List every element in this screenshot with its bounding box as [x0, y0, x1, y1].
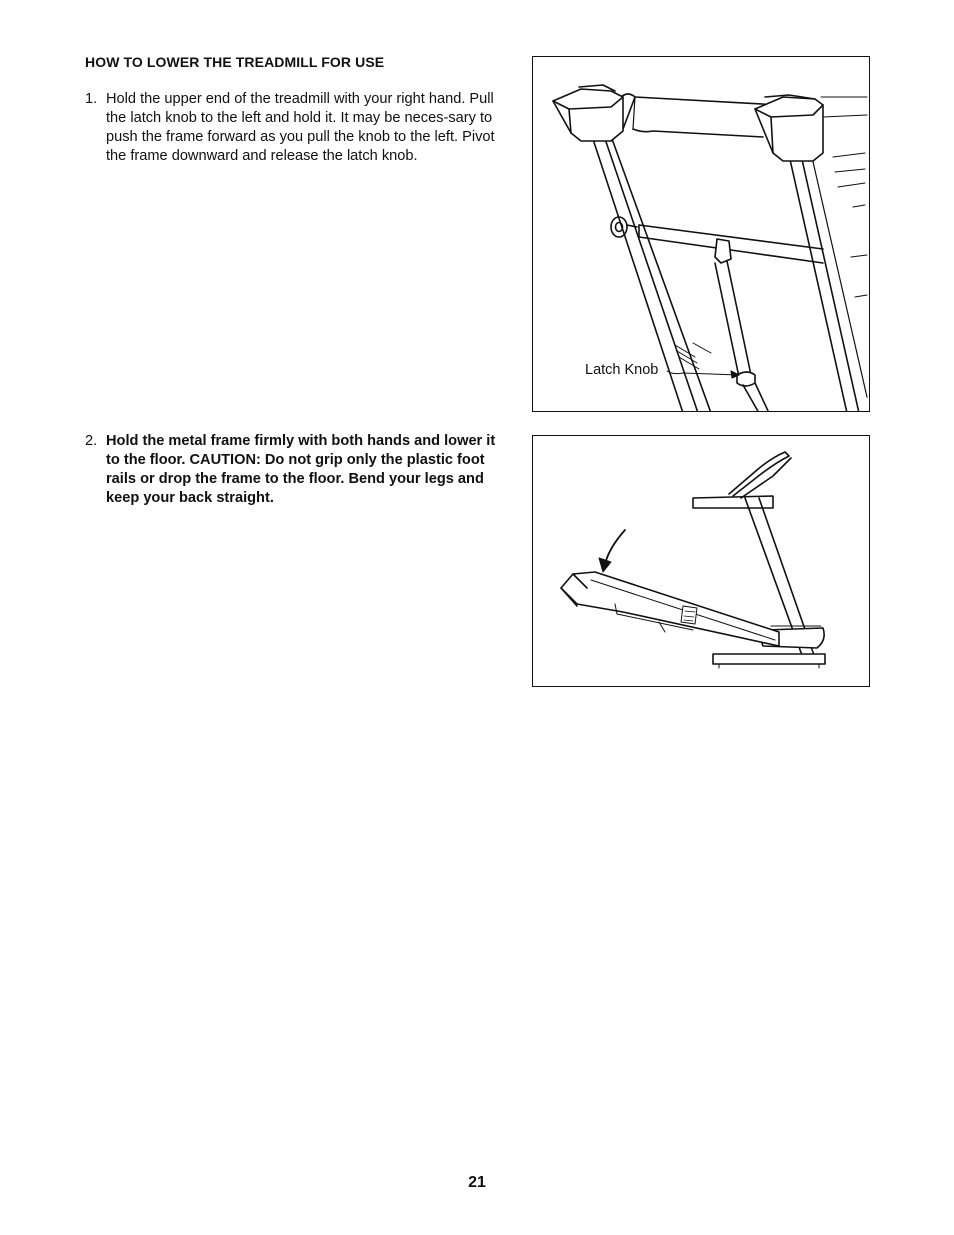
step-text: Hold the upper end of the treadmill with your right hand. Pull the latch knob to the left and hold it. It may be neces-sary to push the frame forward as you pull the knob to the left. Pivot the frame downward and release the latch knob.: [106, 91, 495, 164]
step-number: 1.: [85, 91, 98, 107]
latch-knob-callout: Latch Knob: [585, 362, 659, 378]
treadmill-upright-illustration: [533, 57, 870, 412]
step-2: [85, 432, 510, 508]
treadmill-lowering-illustration: [533, 436, 870, 687]
figure-lowering-frame: [532, 435, 870, 687]
page-number: 21: [468, 1174, 486, 1191]
step-1: [85, 90, 510, 166]
section-heading: HOW TO LOWER THE TREADMILL FOR USE: [85, 54, 385, 70]
step-text: Hold the metal frame firmly with both hands and lower it to the floor. CAUTION: Do not grip only the plastic foot rails or drop the frame to the floor. Bend your legs and keep your back straight.: [106, 433, 496, 506]
figure-latch-knob: [532, 56, 870, 412]
step-number: 2.: [85, 433, 98, 449]
